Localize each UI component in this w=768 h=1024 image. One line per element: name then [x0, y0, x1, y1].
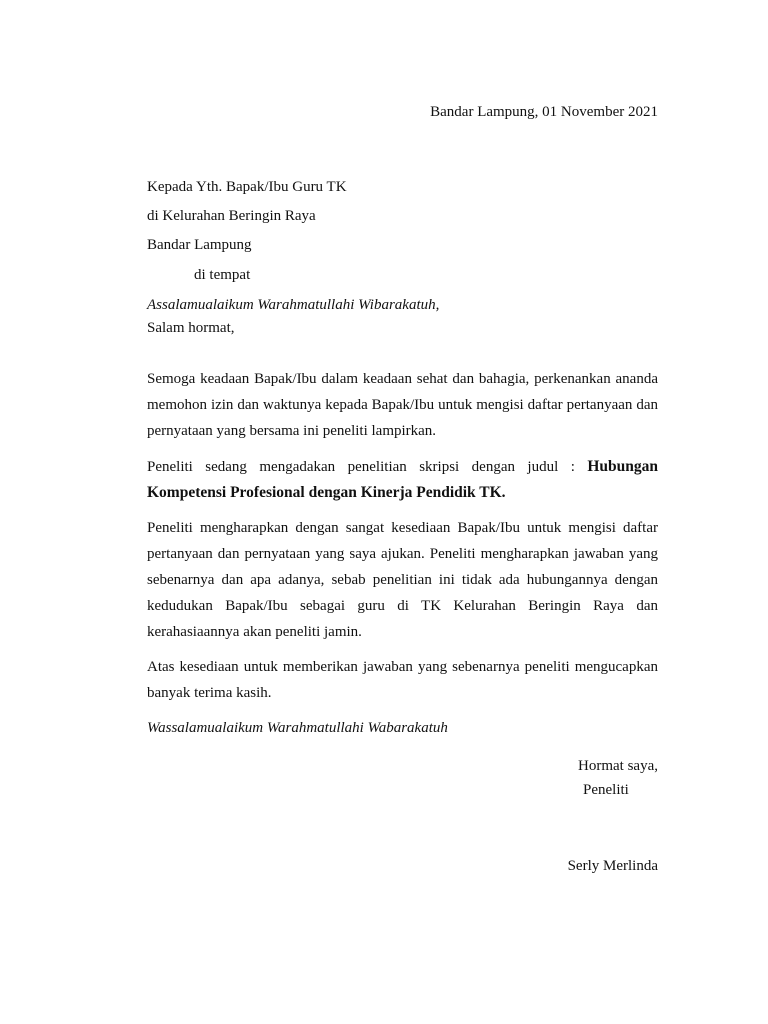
paragraph-3: Peneliti mengharapkan dengan sangat kesediaan Bapak/Ibu untuk mengisi daftar pertanyaan dan pernyataan yang saya ajukan. Peneliti mengharapkan jawaban yang sebenarnya dan apa adanya, sebab penelitian ini tidak ada hubungannya dengan kedudukan Bapak/Ibu sebagai guru di TK Kelurahan Beringin Raya dan kerahasiaannya akan peneliti jamin. [147, 520, 658, 640]
recipient-line-4: di tempat [194, 267, 251, 283]
research-title: Hubungan Kompetensi Profesional dengan Kinerja Pendidik TK. [147, 458, 658, 501]
letter-page [147, 0, 658, 1024]
paragraph-1: Semoga keadaan Bapak/Ibu dalam keadaan sehat dan bahagia, perkenankan ananda memohon izin dan waktunya kepada Bapak/Ibu untuk mengisi daftar pertanyaan dan pernyataan yang bersama ini peneliti lampirkan. [147, 371, 658, 439]
paragraph-2-text: Peneliti sedang mengadakan penelitian skripsi dengan judul : [147, 459, 588, 475]
paragraph-2 [147, 454, 658, 506]
recipient-line-3: Bandar Lampung [147, 237, 252, 253]
signer-name: Serly Merlinda [567, 858, 658, 874]
signer-role: Peneliti [583, 782, 629, 798]
greeting: Salam hormat, [147, 320, 235, 336]
closing: Hormat saya, [578, 758, 658, 774]
opening-salutation: Assalamualaikum Warahmatullahi Wibarakatuh, [147, 297, 440, 313]
recipient-line-1: Kepada Yth. Bapak/Ibu Guru TK [147, 179, 347, 195]
letter-date: Bandar Lampung, 01 November 2021 [430, 104, 658, 120]
paragraph-4: Atas kesediaan untuk memberikan jawaban yang sebenarnya peneliti mengucapkan banyak terima kasih. [147, 659, 658, 701]
recipient-line-2: di Kelurahan Beringin Raya [147, 208, 316, 224]
closing-salutation: Wassalamualaikum Warahmatullahi Wabarakatuh [147, 720, 448, 736]
